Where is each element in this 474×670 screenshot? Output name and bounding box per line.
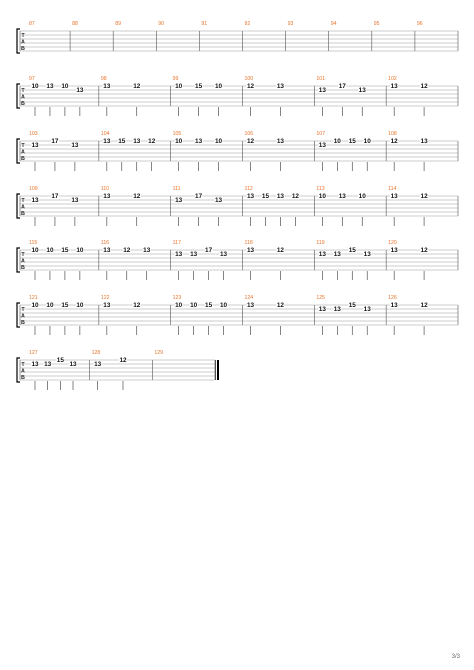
tab-clef-letter: B: [21, 320, 25, 327]
measure-number: 113: [316, 186, 325, 192]
fret-number: 15: [205, 302, 213, 310]
fret-number: 13: [175, 197, 183, 205]
fret-number: 13: [31, 197, 39, 205]
measure-number: 122: [100, 295, 110, 301]
tab-clef-letter: A: [21, 258, 25, 265]
fret-number: 10: [190, 302, 198, 310]
fret-number: 17: [205, 247, 213, 255]
fret-number: 10: [363, 138, 371, 146]
measure-number: 118: [244, 240, 253, 246]
fret-number: 13: [94, 361, 102, 369]
fret-number: 13: [143, 247, 151, 255]
tab-clef-letter: T: [21, 33, 25, 39]
measure-number: 120: [388, 240, 397, 246]
fret-number: 12: [420, 193, 428, 201]
measure-number: 115: [29, 240, 38, 246]
fret-number: 10: [46, 247, 54, 255]
fret-number: 12: [119, 357, 127, 365]
fret-number: 12: [291, 193, 299, 201]
fret-number: 13: [333, 251, 341, 259]
fret-number: 10: [31, 83, 39, 91]
measure-number: 102: [388, 76, 397, 82]
fret-number: 10: [175, 302, 183, 310]
fret-number: 13: [246, 247, 255, 255]
fret-number: 10: [31, 302, 39, 310]
measure-number: 103: [29, 131, 38, 137]
measure-number: 99: [172, 76, 179, 82]
fret-number: 13: [219, 251, 228, 259]
fret-number: 15: [348, 138, 356, 146]
measure-number: 96: [416, 21, 423, 27]
measure-number: 100: [244, 76, 254, 82]
fret-number: 13: [276, 193, 284, 201]
fret-number: 10: [76, 247, 84, 255]
fret-number: 15: [61, 247, 69, 255]
measure-number: 111: [172, 186, 181, 192]
measure-number: 104: [100, 131, 110, 137]
measure-number: 117: [172, 240, 181, 246]
fret-number: 17: [195, 193, 203, 201]
fret-number: 13: [276, 83, 284, 91]
fret-number: 13: [103, 83, 111, 91]
tab-clef-letter: A: [21, 368, 25, 375]
measure-number: 93: [287, 21, 294, 27]
fret-number: 13: [318, 251, 326, 259]
fret-number: 12: [246, 83, 255, 91]
tab-clef-letter: A: [21, 94, 25, 101]
fret-number: 12: [133, 302, 141, 310]
measure-number: 128: [91, 350, 101, 356]
measure-number: 119: [316, 240, 325, 246]
measure-number: 94: [330, 21, 337, 27]
measure-number: 109: [29, 186, 38, 192]
fret-number: 12: [420, 247, 428, 255]
tab-clef-letter: T: [21, 362, 25, 368]
tab-clef-letter: B: [21, 156, 25, 163]
fret-number: 15: [56, 357, 64, 365]
fret-number: 13: [215, 197, 223, 205]
tab-clef-letter: A: [21, 313, 25, 320]
measure-number: 129: [154, 350, 163, 356]
fret-number: 12: [276, 302, 284, 310]
fret-number: 15: [261, 193, 270, 201]
fret-number: 15: [348, 302, 356, 310]
fret-number: 10: [46, 302, 54, 310]
measure-number: 126: [388, 295, 397, 301]
fret-number: 13: [71, 197, 79, 205]
measure-number: 89: [115, 21, 121, 27]
fret-number: 15: [348, 247, 356, 255]
system-bracket: [17, 303, 20, 327]
measure-number: 88: [72, 21, 78, 27]
tab-clef-letter: T: [21, 307, 25, 313]
fret-number: 13: [190, 251, 198, 259]
fret-number: 13: [175, 251, 183, 259]
fret-number: 13: [390, 193, 398, 201]
fret-number: 17: [51, 138, 59, 146]
measure-number: 92: [244, 21, 251, 27]
fret-number: 13: [246, 302, 255, 310]
tab-clef-letter: B: [21, 211, 25, 218]
fret-number: 13: [103, 193, 111, 201]
measure-number: 98: [100, 76, 107, 82]
tab-clef-letter: B: [21, 265, 25, 272]
tab-clef-letter: T: [21, 252, 25, 258]
measure-number: 107: [316, 131, 325, 137]
tab-clef-letter: T: [21, 88, 25, 94]
fret-number: 12: [276, 247, 284, 255]
tab-clef-letter: B: [21, 375, 25, 382]
fret-number: 10: [175, 138, 183, 146]
fret-number: 17: [338, 83, 346, 91]
page-number: 3/3: [451, 654, 460, 660]
tab-clef-letter: A: [21, 204, 25, 211]
measure-number: 97: [29, 76, 35, 82]
fret-number: 13: [103, 247, 111, 255]
fret-number: 13: [31, 142, 39, 150]
fret-number: 13: [390, 83, 398, 91]
measure-number: 121: [29, 295, 38, 301]
measure-number: 110: [100, 186, 110, 192]
measure-number: 108: [388, 131, 397, 137]
fret-number: 13: [31, 361, 39, 369]
fret-number: 13: [46, 83, 54, 91]
measure-number: 123: [172, 295, 182, 301]
fret-number: 13: [103, 302, 111, 310]
measure-number: 125: [316, 295, 325, 301]
fret-number: 15: [61, 302, 69, 310]
measure-number: 105: [172, 131, 182, 137]
fret-number: 12: [420, 83, 428, 91]
fret-number: 12: [133, 193, 141, 201]
measure-number: 114: [388, 186, 397, 192]
fret-number: 13: [246, 193, 255, 201]
fret-number: 13: [69, 361, 77, 369]
fret-number: 10: [61, 83, 69, 91]
tab-clef-letter: B: [21, 101, 25, 108]
fret-number: 12: [133, 83, 141, 91]
fret-number: 10: [31, 247, 39, 255]
measure-number: 112: [244, 186, 253, 192]
measure-number: 124: [244, 295, 254, 301]
system-bracket: [17, 139, 20, 163]
fret-number: 13: [338, 193, 346, 201]
measure-number: 87: [29, 21, 35, 27]
system-bracket: [17, 194, 20, 218]
fret-number: 13: [363, 306, 371, 314]
fret-number: 15: [195, 83, 203, 91]
fret-number: 10: [318, 193, 326, 201]
fret-number: 10: [358, 193, 366, 201]
system-bracket: [17, 248, 20, 272]
fret-number: 13: [363, 251, 371, 259]
fret-number: 13: [318, 306, 326, 314]
fret-number: 10: [76, 302, 84, 310]
tab-clef-letter: T: [21, 198, 25, 204]
fret-number: 13: [71, 142, 79, 150]
fret-number: 13: [333, 306, 341, 314]
fret-number: 13: [390, 302, 398, 310]
fret-number: 13: [133, 138, 141, 146]
tab-clef-letter: T: [21, 143, 25, 149]
tab-clef-letter: A: [21, 39, 25, 46]
fret-number: 10: [175, 83, 183, 91]
fret-number: 15: [118, 138, 126, 146]
system-bracket: [17, 29, 20, 53]
fret-number: 12: [390, 138, 398, 146]
measure-number: 90: [158, 21, 165, 27]
system-bracket: [17, 84, 20, 108]
fret-number: 13: [420, 138, 428, 146]
measure-number: 101: [316, 76, 325, 82]
fret-number: 13: [103, 138, 111, 146]
measure-number: 106: [244, 131, 254, 137]
tab-clef-letter: B: [21, 46, 25, 53]
measure-number: 116: [100, 240, 110, 246]
fret-number: 17: [51, 193, 59, 201]
fret-number: 13: [318, 142, 326, 150]
fret-number: 13: [358, 87, 366, 95]
system-bracket: [17, 358, 20, 382]
fret-number: 13: [195, 138, 203, 146]
tab-clef-letter: A: [21, 149, 25, 156]
fret-number: 10: [215, 83, 223, 91]
fret-number: 12: [246, 138, 255, 146]
fret-number: 12: [420, 302, 428, 310]
measure-number: 91: [201, 21, 208, 27]
fret-number: 12: [148, 138, 156, 146]
fret-number: 10: [215, 138, 223, 146]
fret-number: 13: [276, 138, 284, 146]
measure-number: 95: [373, 21, 380, 27]
fret-number: 13: [390, 247, 398, 255]
fret-number: 13: [76, 87, 84, 95]
fret-number: 13: [44, 361, 52, 369]
fret-number: 12: [123, 247, 131, 255]
fret-number: 13: [318, 87, 326, 95]
measure-number: 127: [29, 350, 38, 356]
fret-number: 10: [219, 302, 228, 310]
fret-number: 10: [333, 138, 341, 146]
